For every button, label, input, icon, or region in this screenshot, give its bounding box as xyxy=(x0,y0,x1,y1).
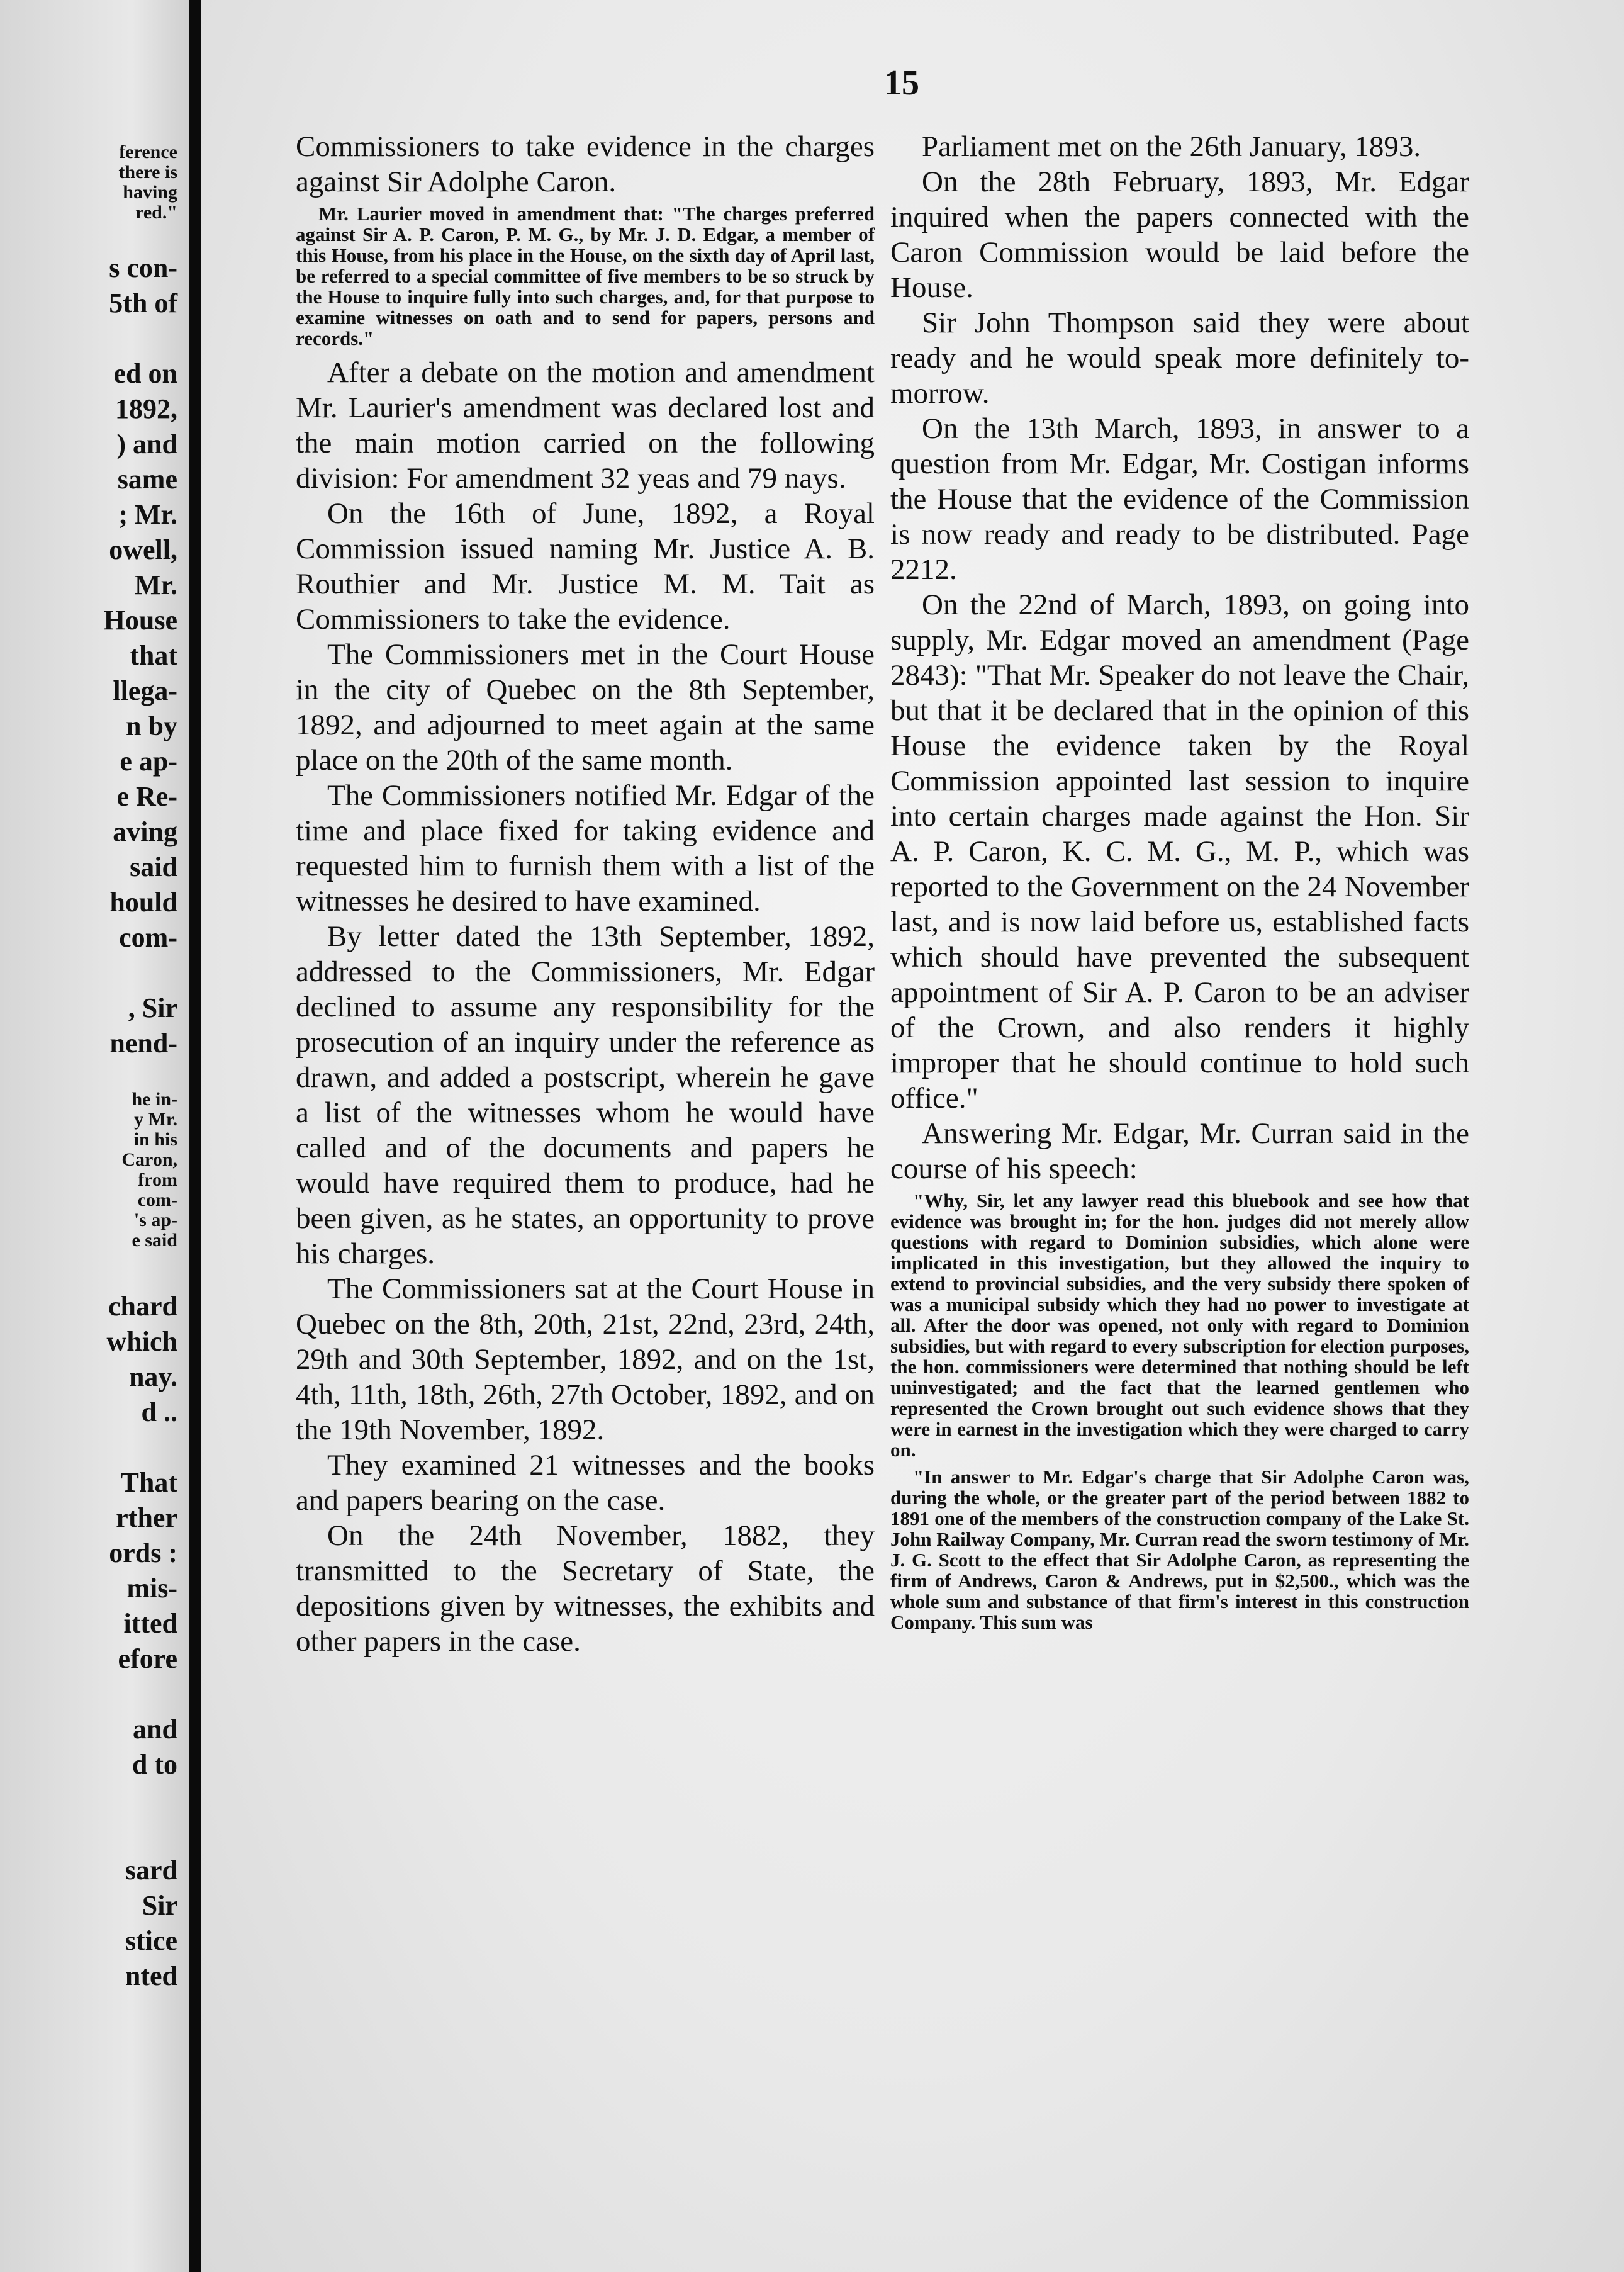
previous-page-fragment: itted xyxy=(123,1608,177,1639)
previous-page-fragment: stice xyxy=(125,1925,177,1956)
previous-page-fragment: from xyxy=(138,1169,177,1190)
previous-page-fragment: 's ap- xyxy=(133,1210,177,1230)
right-paragraph-1: Parliament met on the 26th January, 1893. xyxy=(922,130,1421,163)
curran-quote-1: "Why, Sir, let any lawyer read this bluebook and see how that evidence was brought in; for the hon. judges did not merely allow questions with regard to Dominion subsidies, which alone were implicated in this investigation, but they allowed the inquiry to extend to provincial subsidies, and the very subsidy there spoken of was a municipal subsidy which they had no power to investigate at all. After the door was opened, not only with regard to Dominion subsidies, but with regard to every subscription for election purposes, the hon. commissioners were determined that nothing should be left uninvestigated; and the fact that the learned gentlemen who represented the Crown brought out such evidence shows that they were in earnest in the investigation which they were charged to carry on. xyxy=(890,1189,1469,1461)
right-paragraph-2: On the 28th February, 1893, Mr. Edgar inquired when the papers connected with the Caron Commission would be laid before the House. xyxy=(890,166,1469,304)
previous-page-fragment: hould xyxy=(109,887,177,918)
previous-page-fragment: e said xyxy=(132,1230,177,1251)
previous-page-fragment: there is xyxy=(118,162,177,183)
previous-page-fragment: com- xyxy=(119,922,177,953)
previous-page-fragment: sard xyxy=(125,1855,177,1886)
page-number: 15 xyxy=(884,64,919,103)
previous-page-fragment: rther xyxy=(116,1502,177,1533)
left-paragraph-2: After a debate on the motion and amendment Mr. Laurier's amendment was declared lost and the main motion carried on the following division: For amendment 32 yeas and 79 nays. xyxy=(296,356,875,495)
previous-page-fragment: , Sir xyxy=(128,993,177,1023)
previous-page-fragment: d to xyxy=(132,1749,177,1780)
previous-page-fragment: ed on xyxy=(113,358,177,389)
previous-page-fragment: y Mr. xyxy=(134,1109,177,1130)
right-column xyxy=(890,129,1469,1639)
previous-page-fragment: House xyxy=(103,605,177,636)
right-paragraph-5: On the 22nd of March, 1893, on going into supply, Mr. Edgar moved an amendment (Page 2843): "That Mr. Speaker do not leave the Chair, but that it be declared that in the opinion of this House the evidence taken by the Royal Commission appointed last session to inquire into certain charges made against the Hon. Sir A. P. Caron, K. C. M. G., M. P., which was reported to the Government on the 24 November last, and is now laid before us, established facts which should have prevented the subsequent appointment of Sir A. P. Caron to be an adviser of the Crown, and also renders it highly improper that he should continue to hold such office." xyxy=(890,588,1469,1115)
previous-page-fragment: chard xyxy=(108,1291,177,1322)
previous-page-fragment: aving xyxy=(113,816,177,847)
previous-page-fragment: and xyxy=(133,1714,177,1745)
previous-page-fragment: ference xyxy=(119,142,177,162)
curran-quote-2: "In answer to Mr. Edgar's charge that Sir Adolphe Caron was, during the whole, or the greater part of the period between 1882 to 1891 one of the members of the construction company of the Lake St. John Railway Company, Mr. Curran read the sworn testimony of Mr. J. G. Scott to the effect that Sir Adolphe Caron, as representing the firm of Andrews, Caron & Andrews, put in $2,500., which was the whole sum and substance of that firm's interest in this construction Company. This sum was xyxy=(890,1466,1469,1633)
previous-page-edge xyxy=(0,0,189,2272)
previous-page-fragment: said xyxy=(130,852,177,882)
previous-page-fragment: llega- xyxy=(113,675,177,706)
previous-page-fragment: 1892, xyxy=(115,393,177,424)
right-paragraph-4: On the 13th March, 1893, in answer to a question from Mr. Edgar, Mr. Costigan informs the House that the evidence of the Commission is now ready and ready to be distributed. Page 2212. xyxy=(890,412,1469,586)
page xyxy=(201,0,1624,2272)
previous-page-fragment: n by xyxy=(126,711,177,741)
previous-page-fragment: owell, xyxy=(109,534,177,565)
previous-page-fragment: that xyxy=(130,640,177,671)
previous-page-fragment: nend- xyxy=(109,1028,177,1059)
previous-page-fragment: com- xyxy=(137,1189,177,1210)
previous-page-fragment: same xyxy=(117,464,177,495)
previous-page-fragment: red." xyxy=(135,202,177,223)
left-paragraph-5: The Commissioners notified Mr. Edgar of the time and place fixed for taking evidence and requested him to furnish them with a list of the witnesses he desired to have examined. xyxy=(296,779,875,918)
left-paragraph-9: On the 24th November, 1882, they transmitted to the Secretary of State, the depositions given by witnesses, the exhibits and other papers in the case. xyxy=(296,1519,875,1658)
left-paragraph-3: On the 16th of June, 1892, a Royal Commission issued naming Mr. Justice A. B. Routhier and Mr. Justice M. M. Tait as Commissioners to take the evidence. xyxy=(296,497,875,636)
previous-page-fragment: which xyxy=(106,1326,177,1357)
previous-page-fragment: he in- xyxy=(132,1089,177,1110)
previous-page-fragment: That xyxy=(120,1467,177,1498)
laurier-amendment-quote: Mr. Laurier moved in amendment that: "The charges preferred against Sir A. P. Caron, P. M. G., by Mr. J. D. Edgar, a member of this House, from his place in the House, on the sixth day of April last, be referred to a special committee of five members to be so struck by the House to inquire fully into such charges, and, for that purpose to examine witnesses on oath and to send for papers, persons and records." xyxy=(296,203,875,349)
previous-page-fragment: Mr. xyxy=(134,570,177,600)
previous-page-fragment: e Re- xyxy=(116,781,177,812)
previous-page-fragment: ords : xyxy=(109,1538,177,1568)
previous-page-fragment: ) and xyxy=(116,429,177,459)
left-paragraph-1: Commissioners to take evidence in the charges against Sir Adolphe Caron. xyxy=(296,130,875,198)
left-column xyxy=(296,129,875,1659)
right-paragraph-6: Answering Mr. Edgar, Mr. Curran said in the course of his speech: xyxy=(890,1117,1469,1185)
previous-page-fragment: e ap- xyxy=(120,746,177,777)
left-paragraph-8: They examined 21 witnesses and the books and papers bearing on the case. xyxy=(296,1449,875,1517)
previous-page-fragment: in his xyxy=(133,1129,177,1150)
book-gutter xyxy=(189,0,201,2272)
previous-page-fragment: Sir xyxy=(142,1890,177,1921)
previous-page-fragment: s con- xyxy=(109,252,177,283)
left-paragraph-6: By letter dated the 13th September, 1892, addressed to the Commissioners, Mr. Edgar declined to assume any responsibility for the prosecution of an inquiry under the reference as drawn, and added a postscript, wherein he gave a list of the witnesses whom he would have called and of the documents and papers he would have required them to produce, had he been given, as he states, an opportunity to prove his charges. xyxy=(296,920,875,1270)
left-paragraph-7: The Commissioners sat at the Court House in Quebec on the 8th, 20th, 21st, 22nd, 23rd, 24th, 29th and 30th September, 1892, and on the 1st, 4th, 11th, 18th, 26th, 27th October, 1892, and on the 19th November, 1892. xyxy=(296,1273,875,1446)
previous-page-fragment: nay. xyxy=(128,1361,177,1392)
previous-page-fragment: ; Mr. xyxy=(118,499,177,530)
previous-page-fragment: Caron, xyxy=(121,1149,177,1170)
previous-page-fragment: efore xyxy=(118,1643,177,1674)
previous-page-fragment: d .. xyxy=(141,1397,177,1427)
previous-page-fragment: having xyxy=(123,182,177,203)
left-paragraph-4: The Commissioners met in the Court House in the city of Quebec on the 8th September, 1892, and adjourned to meet again at the same place on the 20th of the same month. xyxy=(296,638,875,777)
previous-page-fragment: nted xyxy=(125,1960,177,1991)
previous-page-fragment: mis- xyxy=(126,1573,177,1604)
previous-page-fragment: 5th of xyxy=(109,288,177,318)
right-paragraph-3: Sir John Thompson said they were about ready and he would speak more definitely to-morrow. xyxy=(890,306,1469,410)
